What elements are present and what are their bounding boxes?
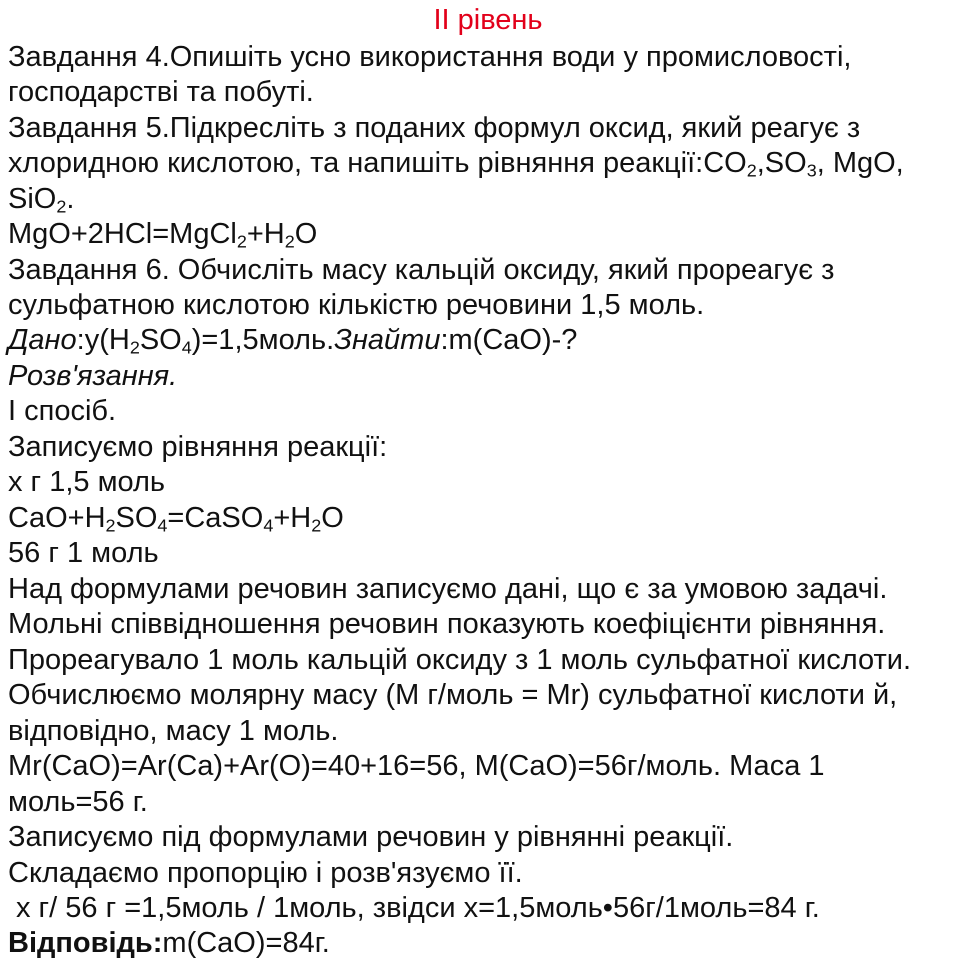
level-title: ІІ рівень — [433, 4, 543, 36]
formula-mgo: MgO, — [832, 147, 904, 179]
task4-line1: Завдання 4.Опишіть усно використання води у промисловості, — [8, 41, 852, 73]
solution-paragraph-7: Складаємо пропорцію і розв'язуємо її. — [8, 857, 523, 889]
given-value: $y(H_2SO_4)=1,5моль$. — [84, 324, 335, 358]
solution-label: Розв'язання. — [8, 360, 178, 392]
write-equation-text: Записуємо рівняння реакції: — [8, 431, 388, 463]
solution-paragraph-2: Мольні співвідношення речовин показують коефіцієнти рівняння. — [8, 608, 886, 640]
solution-paragraph-4a: Обчислюємо молярну масу (M г/моль = Mr) сульфатної кислоти й, — [8, 679, 898, 711]
solution-paragraph-5a: Mr(CaO)=Ar(Ca)+Ar(O)=40+16=56, M(CaO)=56г/моль. Маса 1 — [8, 750, 825, 782]
task5-line3: SiO$_2$. — [8, 183, 75, 217]
task4-line2: господарстві та побуті. — [8, 76, 314, 108]
task5-line2: хлоридною кислотою, та напишіть рівняння $реакції:CO_2,SO_3$, MgO, — [8, 147, 904, 181]
find-value: :m(CaO)-? — [440, 324, 578, 356]
task6-given: $Дано:y(H_2SO_4)=1,5моль.Знайти:m(CaO)-$? — [8, 324, 578, 358]
below-formula-values: 56 г 1 моль — [8, 537, 159, 569]
formula-co2: $CO_2$ — [703, 147, 757, 181]
solution-paragraph-3: Прореагувало 1 моль кальцій оксиду з 1 моль сульфатної кислоти. — [8, 644, 912, 676]
solution-paragraph-6: Записуємо під формулами речовин у рівнянні реакції. — [8, 821, 734, 853]
solution-paragraph-1: Над формулами речовин записуємо дані, що є за умовою задачі. — [8, 573, 888, 605]
find-label: Знайти — [334, 324, 441, 356]
task6-line2: сульфатною кислотою кількістю речовини 1,5 моль. — [8, 289, 705, 321]
answer-line — [8, 926, 330, 960]
task6-line1: Завдання 6. Обчисліть масу кальцій оксиду, який прореагує з — [8, 254, 835, 286]
formula-so3: $SO_3$ — [764, 147, 817, 181]
task5-line1: Завдання 5.Підкресліть з поданих формул оксид, який реагує з — [8, 112, 861, 144]
solution-paragraph-5b: моль=56 г. — [8, 786, 148, 818]
method-label: І спосіб. — [8, 395, 117, 427]
task5-line2-text: хлоридною кислотою, та напишіть рівняння реакції: — [8, 147, 704, 179]
answer-value: m(CaO)=84г. — [162, 927, 330, 959]
formula-sio2: SiO$_2$ — [8, 183, 67, 217]
solution-paragraph-4b: відповідно, масу 1 моль. — [8, 715, 339, 747]
given-label: Дано — [8, 324, 77, 356]
above-formula-values: x г 1,5 моль — [8, 466, 166, 498]
proportion-calculation: x г/ 56 г =1,5моль / 1моль, звідси x=1,5моль•56г/1моль=84 г. — [16, 892, 820, 924]
reaction-equation: $CaO+H_2SO_4=CaSO_4+H_2O$ — [8, 502, 344, 536]
answer-label: Відповідь: — [8, 927, 163, 959]
task5-equation: $MgO+2HCl=MgCl_2+H_2O$ — [8, 218, 318, 252]
